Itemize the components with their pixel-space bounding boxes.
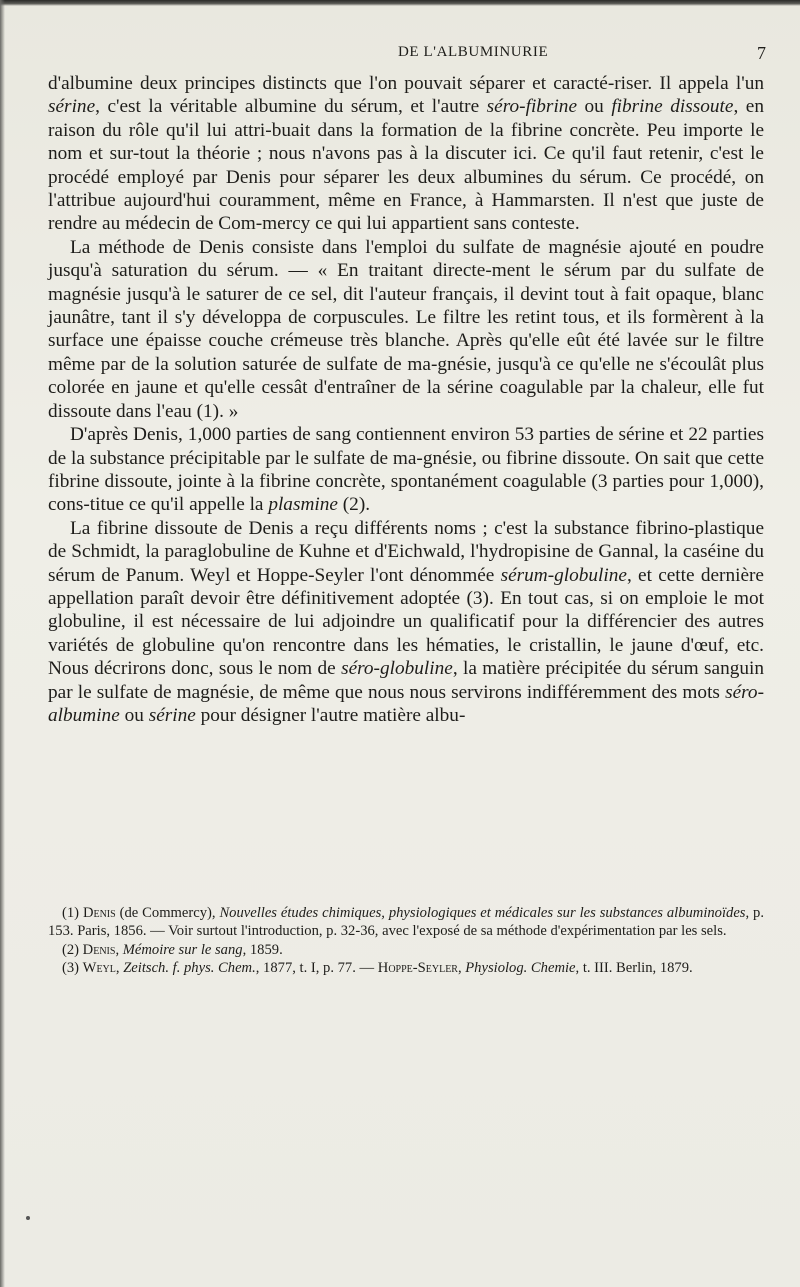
- footnote-2: (2) Denis, Mémoire sur le sang, 1859.: [62, 941, 283, 958]
- paragraph-1: d'albumine deux principes distincts que l'on pouvait séparer et caracté-riser. Il appela l'un sérine, c'est la véritable albumine du sérum, et l'autre séro-fibrine ou fibrine dissoute, en raison du rôle qu'il lui attri-buait dans la formation de la fibrine concrète. Peu importe le nom et sur-tout la théorie ; nous n'avons pas à la discuter ici. Ce qu'il faut retenir, c'est le procédé employé par Denis pour séparer les deux albumines du sérum. Ce procédé, on l'attribue aujourd'hui couramment, même en France, à Hammarsten. Il n'est que juste de rendre au médecin de Com-mercy ce qui lui appartient sans conteste.: [48, 73, 765, 235]
- body-text: [48, 72, 764, 727]
- footnote-1: (1) Denis (de Commercy), Nouvelles études chimiques, physiologiques et médicales sur les substances albuminoïdes, p. 153. Paris, 1856. — Voir surtout l'introduction, p. 32-36, avec l'exposé de sa méthode d'expérimentation par les sels.: [48, 905, 764, 940]
- page-header: [0, 44, 800, 68]
- paragraph-2: La méthode de Denis consiste dans l'emploi du sulfate de magnésie ajouté en poudre jusqu'à saturation du sérum. — « En traitant directe-ment le sérum par du sulfate de magnésie jusqu'à le saturer de ce sel, dit l'auteur français, il devint tout à fait opaque, blanc jaunâtre, tant il s'y développa de corpuscules. Le filtre les retint tous, et ils formèrent à la surface une épaisse couche crémeuse très blanche. Après qu'elle eût été lavée sur le filtre même par de la solution saturée de sulfate de ma-gnésie, jusqu'à ce qu'elle ne s'écoulât plus colorée en jaune et qu'elle cessât d'entraîner de la sérine coagulable par la chaleur, elle fut dissoute dans l'eau (1). »: [48, 236, 764, 422]
- scan-left-edge: [0, 0, 5, 1287]
- running-title: DE L'ALBUMINURIE: [398, 44, 549, 60]
- footnotes: [48, 904, 764, 978]
- paragraph-4: La fibrine dissoute de Denis a reçu différents noms ; c'est la substance fibrino-plastique de Schmidt, la paraglobuline de Kuhne et d'Eichwald, l'hydropisine de Gannal, la caséine du sérum de Panum. Weyl et Hoppe-Seyler l'ont dénommée sérum-globuline, et cette dernière appellation paraît devoir être définitivement adoptée (3). En tout cas, si on emploie le mot globuline, il est nécessaire de lui adjoindre un qualificatif pour la différencier des autres variétés de globuline qu'on rencontre dans les hématies, le cristallin, le jaune d'œuf, etc. Nous décrirons donc, sous le nom de séro-globuline, la matière précipitée du sérum sanguin par le sulfate de magnésie, de même que nous nous servirons indifféremment des mots séro-albumine ou sérine pour désigner l'autre matière albu-: [48, 517, 764, 726]
- scan-top-edge: [0, 0, 800, 6]
- paragraph-3: D'après Denis, 1,000 parties de sang contiennent environ 53 parties de sérine et 22 parties de la substance précipitable par le sulfate de ma-gnésie, ou fibrine dissoute. On sait que cette fibrine dissoute, jointe à la fibrine concrète, spontanément coagulable (3 parties pour 1,000), cons-titue ce qu'il appelle la plasmine (2).: [48, 424, 764, 516]
- page-number: 7: [757, 43, 766, 63]
- footnote-3: (3) Weyl, Zeitsch. f. phys. Chem., 1877, t. I, p. 77. — Hoppe-Seyler, Physiolog. Chemie, t. III. Berlin, 1879.: [62, 960, 693, 977]
- scan-speck: [26, 1216, 30, 1220]
